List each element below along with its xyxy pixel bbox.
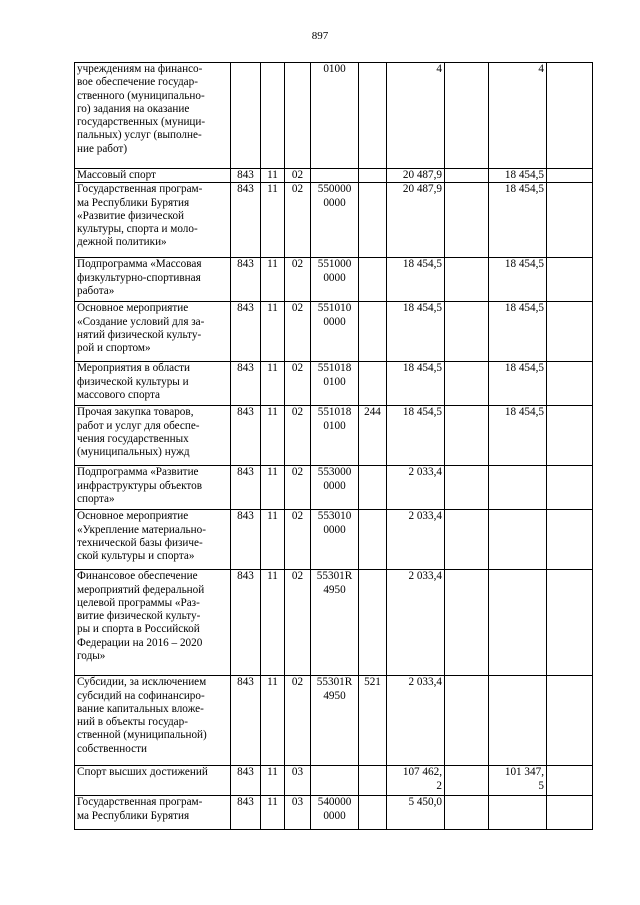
expense-type-cell xyxy=(359,362,387,406)
department-code-cell xyxy=(231,183,261,258)
amount-cell-text: 18 454,5 xyxy=(402,302,442,315)
section-code-cell-text: 11 xyxy=(267,302,278,315)
department-code-cell xyxy=(231,570,261,676)
expense-type-cell-text: 521 xyxy=(364,676,381,689)
expense-type-cell xyxy=(359,796,387,830)
amount-cell-text: 101 347, 5 xyxy=(504,766,544,792)
expense-type-cell xyxy=(359,406,387,466)
expense-type-cell xyxy=(359,302,387,362)
target-article-cell xyxy=(311,466,359,510)
target-article-cell-text: 0100 xyxy=(323,63,346,75)
row-name-cell xyxy=(75,63,231,169)
target-article-cell xyxy=(311,796,359,830)
expense-type-cell-text: 244 xyxy=(364,406,381,419)
row-name-cell xyxy=(75,570,231,676)
subsection-code-cell xyxy=(285,796,311,830)
empty-cell xyxy=(445,676,489,766)
department-code-cell xyxy=(231,362,261,406)
section-code-cell-text: 11 xyxy=(267,169,278,181)
subsection-code-cell-text: 02 xyxy=(291,510,304,523)
table-row xyxy=(75,169,593,183)
empty-cell xyxy=(547,63,593,169)
department-code-cell xyxy=(231,766,261,796)
row-name-cell xyxy=(75,406,231,466)
section-code-cell-text: 11 xyxy=(267,766,278,779)
section-code-cell xyxy=(261,258,285,302)
section-code-cell xyxy=(261,169,285,183)
empty-cell xyxy=(445,510,489,570)
section-code-cell-text: 11 xyxy=(267,258,278,271)
department-code-cell-text: 843 xyxy=(237,362,254,375)
department-code-cell-text: 843 xyxy=(237,169,254,181)
subsection-code-cell xyxy=(285,570,311,676)
department-code-cell-text: 843 xyxy=(237,676,254,689)
department-code-cell-text: 843 xyxy=(237,258,254,271)
amount-cell xyxy=(489,676,547,766)
table-row xyxy=(75,570,593,676)
subsection-code-cell-text: 02 xyxy=(291,570,304,583)
row-name-cell-text: Подпрограмма «Развитие инфраструктуры объектов спорта» xyxy=(77,466,203,505)
empty-cell xyxy=(547,362,593,406)
subsection-code-cell-text: 02 xyxy=(291,362,304,375)
section-code-cell-text: 11 xyxy=(267,796,278,809)
empty-cell xyxy=(445,766,489,796)
amount-cell-text: 18 454,5 xyxy=(402,362,442,375)
amount-cell-text: 18 454,5 xyxy=(504,406,544,419)
row-name-cell-text: Государственная програм- ма Республики Бурятия «Развитие физической культуры, спорта и моло- дежной политики» xyxy=(77,183,203,249)
section-code-cell-text: 11 xyxy=(267,466,278,479)
table-row xyxy=(75,183,593,258)
department-code-cell xyxy=(231,466,261,510)
table-row xyxy=(75,362,593,406)
section-code-cell-text: 11 xyxy=(267,676,278,689)
section-code-cell xyxy=(261,466,285,510)
empty-cell xyxy=(547,302,593,362)
subsection-code-cell-text: 02 xyxy=(291,466,304,479)
target-article-cell-text: 551018 0100 xyxy=(317,406,352,432)
subsection-code-cell xyxy=(285,183,311,258)
table-row xyxy=(75,302,593,362)
subsection-code-cell xyxy=(285,766,311,796)
amount-cell-text: 2 033,4 xyxy=(408,466,442,479)
department-code-cell xyxy=(231,169,261,183)
amount-cell xyxy=(387,796,445,830)
target-article-cell xyxy=(311,302,359,362)
empty-cell xyxy=(445,796,489,830)
amount-cell-text: 18 454,5 xyxy=(504,169,544,181)
subsection-code-cell xyxy=(285,169,311,183)
department-code-cell-text: 843 xyxy=(237,510,254,523)
amount-cell-text: 4 xyxy=(436,63,442,75)
amount-cell-text: 18 454,5 xyxy=(504,258,544,271)
section-code-cell xyxy=(261,510,285,570)
amount-cell xyxy=(387,63,445,169)
amount-cell xyxy=(387,510,445,570)
section-code-cell xyxy=(261,570,285,676)
amount-cell xyxy=(489,183,547,258)
row-name-cell-text: Массовый спорт xyxy=(77,169,156,181)
section-code-cell-text: 11 xyxy=(267,183,278,196)
target-article-cell xyxy=(311,63,359,169)
subsection-code-cell-text: 02 xyxy=(291,406,304,419)
amount-cell xyxy=(387,183,445,258)
amount-cell-text: 18 454,5 xyxy=(504,183,544,196)
amount-cell-text: 18 454,5 xyxy=(402,258,442,271)
expense-type-cell xyxy=(359,258,387,302)
subsection-code-cell xyxy=(285,258,311,302)
table-row xyxy=(75,466,593,510)
row-name-cell-text: Спорт высших достижений xyxy=(77,766,208,779)
empty-cell xyxy=(547,510,593,570)
section-code-cell-text: 11 xyxy=(267,570,278,583)
row-name-cell-text: Основное мероприятие «Создание условий для за- нятий физической культу- рой и спортом» xyxy=(77,302,205,355)
subsection-code-cell xyxy=(285,362,311,406)
expense-type-cell xyxy=(359,183,387,258)
subsection-code-cell xyxy=(285,676,311,766)
amount-cell-text: 2 033,4 xyxy=(408,510,442,523)
amount-cell xyxy=(387,466,445,510)
subsection-code-cell xyxy=(285,406,311,466)
expense-type-cell xyxy=(359,676,387,766)
target-article-cell-text: 550000 0000 xyxy=(317,183,352,209)
amount-cell xyxy=(387,169,445,183)
amount-cell-text: 20 487,9 xyxy=(402,169,442,181)
target-article-cell-text: 553000 0000 xyxy=(317,466,352,492)
department-code-cell xyxy=(231,676,261,766)
amount-cell-text: 18 454,5 xyxy=(504,362,544,375)
amount-cell xyxy=(489,63,547,169)
table-row xyxy=(75,676,593,766)
row-name-cell xyxy=(75,183,231,258)
target-article-cell xyxy=(311,362,359,406)
row-name-cell xyxy=(75,362,231,406)
row-name-cell-text: Государственная програм- ма Республики Бурятия xyxy=(77,796,203,822)
empty-cell xyxy=(445,570,489,676)
row-name-cell-text: Прочая закупка товаров, работ и услуг для обеспе- чения государственных (муниципальных) нужд xyxy=(77,406,200,459)
amount-cell xyxy=(489,362,547,406)
amount-cell xyxy=(387,302,445,362)
amount-cell xyxy=(489,570,547,676)
target-article-cell-text: 551010 0000 xyxy=(317,302,352,328)
expense-type-cell xyxy=(359,570,387,676)
subsection-code-cell-text: 02 xyxy=(291,183,304,196)
target-article-cell xyxy=(311,169,359,183)
subsection-code-cell-text: 02 xyxy=(291,169,304,181)
amount-cell xyxy=(387,258,445,302)
expense-type-cell xyxy=(359,169,387,183)
amount-cell-text: 5 450,0 xyxy=(408,796,442,809)
empty-cell xyxy=(547,406,593,466)
empty-cell xyxy=(547,183,593,258)
empty-cell xyxy=(547,676,593,766)
table-row xyxy=(75,63,593,169)
target-article-cell xyxy=(311,183,359,258)
amount-cell-text: 2 033,4 xyxy=(408,570,442,583)
section-code-cell xyxy=(261,183,285,258)
empty-cell xyxy=(547,169,593,183)
row-name-cell xyxy=(75,466,231,510)
amount-cell-text: 2 033,4 xyxy=(408,676,442,689)
amount-cell xyxy=(489,169,547,183)
amount-cell xyxy=(387,406,445,466)
target-article-cell-text: 551000 0000 xyxy=(317,258,352,284)
amount-cell xyxy=(387,676,445,766)
table-row xyxy=(75,510,593,570)
department-code-cell-text: 843 xyxy=(237,183,254,196)
department-code-cell-text: 843 xyxy=(237,570,254,583)
section-code-cell xyxy=(261,766,285,796)
section-code-cell xyxy=(261,676,285,766)
amount-cell-text: 20 487,9 xyxy=(402,183,442,196)
target-article-cell-text: 540000 0000 xyxy=(317,796,352,822)
row-name-cell-text: Субсидии, за исключением субсидий на софинансиро- вание капитальных вложе- ний в объекты государ- ственной (муниципальной) собственности xyxy=(77,676,207,755)
section-code-cell xyxy=(261,406,285,466)
empty-cell xyxy=(445,63,489,169)
section-code-cell-text: 11 xyxy=(267,362,278,375)
department-code-cell xyxy=(231,406,261,466)
target-article-cell xyxy=(311,258,359,302)
amount-cell xyxy=(387,766,445,796)
row-name-cell-text: учреждениям на финансо- вое обеспечение государ- ственного (муниципально- го) задания на оказание государственных (муници- пальных) услуг (выполне- ние работ) xyxy=(77,63,206,155)
department-code-cell xyxy=(231,258,261,302)
target-article-cell-text: 55301R 4950 xyxy=(316,570,353,596)
amount-cell xyxy=(489,302,547,362)
target-article-cell-text: 553010 0000 xyxy=(317,510,352,536)
amount-cell xyxy=(489,796,547,830)
empty-cell xyxy=(445,362,489,406)
empty-cell xyxy=(445,302,489,362)
department-code-cell xyxy=(231,63,261,169)
subsection-code-cell-text: 03 xyxy=(291,766,304,779)
amount-cell xyxy=(387,362,445,406)
row-name-cell-text: Финансовое обеспечение мероприятий федеральной целевой программы «Раз- витие физической культу- ры и спорта в Российской Федерации на 2016 – 2020 годы» xyxy=(77,570,205,663)
table-row xyxy=(75,796,593,830)
row-name-cell-text: Мероприятия в области физической культуры и массового спорта xyxy=(77,362,190,401)
row-name-cell-text: Основное мероприятие «Укрепление материально- технической базы физиче- ской культуры и спорта» xyxy=(77,510,206,563)
amount-cell xyxy=(489,766,547,796)
department-code-cell-text: 843 xyxy=(237,796,254,809)
subsection-code-cell xyxy=(285,466,311,510)
table-row xyxy=(75,766,593,796)
amount-cell xyxy=(489,466,547,510)
amount-cell xyxy=(489,510,547,570)
target-article-cell-text: 55301R 4950 xyxy=(316,676,353,702)
empty-cell xyxy=(547,796,593,830)
empty-cell xyxy=(445,183,489,258)
empty-cell xyxy=(547,466,593,510)
amount-cell-text: 18 454,5 xyxy=(504,302,544,315)
section-code-cell xyxy=(261,362,285,406)
target-article-cell xyxy=(311,570,359,676)
department-code-cell-text: 843 xyxy=(237,302,254,315)
amount-cell-text: 4 xyxy=(538,63,544,75)
row-name-cell-text: Подпрограмма «Массовая физкультурно-спортивная работа» xyxy=(77,258,202,297)
target-article-cell-text: 551018 0100 xyxy=(317,362,352,388)
budget-table xyxy=(74,62,593,830)
amount-cell xyxy=(489,258,547,302)
table-row xyxy=(75,258,593,302)
row-name-cell xyxy=(75,258,231,302)
subsection-code-cell-text: 03 xyxy=(291,796,304,809)
department-code-cell-text: 843 xyxy=(237,466,254,479)
amount-cell-text: 18 454,5 xyxy=(402,406,442,419)
table-row xyxy=(75,406,593,466)
subsection-code-cell-text: 02 xyxy=(291,676,304,689)
target-article-cell xyxy=(311,510,359,570)
department-code-cell xyxy=(231,510,261,570)
table-body xyxy=(75,63,593,830)
empty-cell xyxy=(547,258,593,302)
department-code-cell-text: 843 xyxy=(237,766,254,779)
amount-cell-text: 107 462, 2 xyxy=(402,766,442,792)
subsection-code-cell xyxy=(285,63,311,169)
row-name-cell xyxy=(75,676,231,766)
empty-cell xyxy=(445,169,489,183)
row-name-cell xyxy=(75,510,231,570)
target-article-cell xyxy=(311,766,359,796)
expense-type-cell xyxy=(359,766,387,796)
row-name-cell xyxy=(75,169,231,183)
section-code-cell xyxy=(261,63,285,169)
expense-type-cell xyxy=(359,63,387,169)
amount-cell xyxy=(489,406,547,466)
section-code-cell xyxy=(261,302,285,362)
row-name-cell xyxy=(75,302,231,362)
section-code-cell-text: 11 xyxy=(267,406,278,419)
department-code-cell xyxy=(231,302,261,362)
subsection-code-cell xyxy=(285,510,311,570)
empty-cell xyxy=(445,258,489,302)
subsection-code-cell xyxy=(285,302,311,362)
department-code-cell xyxy=(231,796,261,830)
expense-type-cell xyxy=(359,466,387,510)
section-code-cell-text: 11 xyxy=(267,510,278,523)
empty-cell xyxy=(547,570,593,676)
amount-cell xyxy=(387,570,445,676)
department-code-cell-text: 843 xyxy=(237,406,254,419)
row-name-cell xyxy=(75,796,231,830)
target-article-cell xyxy=(311,676,359,766)
row-name-cell xyxy=(75,766,231,796)
expense-type-cell xyxy=(359,510,387,570)
empty-cell xyxy=(547,766,593,796)
subsection-code-cell-text: 02 xyxy=(291,302,304,315)
target-article-cell xyxy=(311,406,359,466)
empty-cell xyxy=(445,406,489,466)
subsection-code-cell-text: 02 xyxy=(291,258,304,271)
page-number: 897 xyxy=(311,30,329,42)
section-code-cell xyxy=(261,796,285,830)
empty-cell xyxy=(445,466,489,510)
